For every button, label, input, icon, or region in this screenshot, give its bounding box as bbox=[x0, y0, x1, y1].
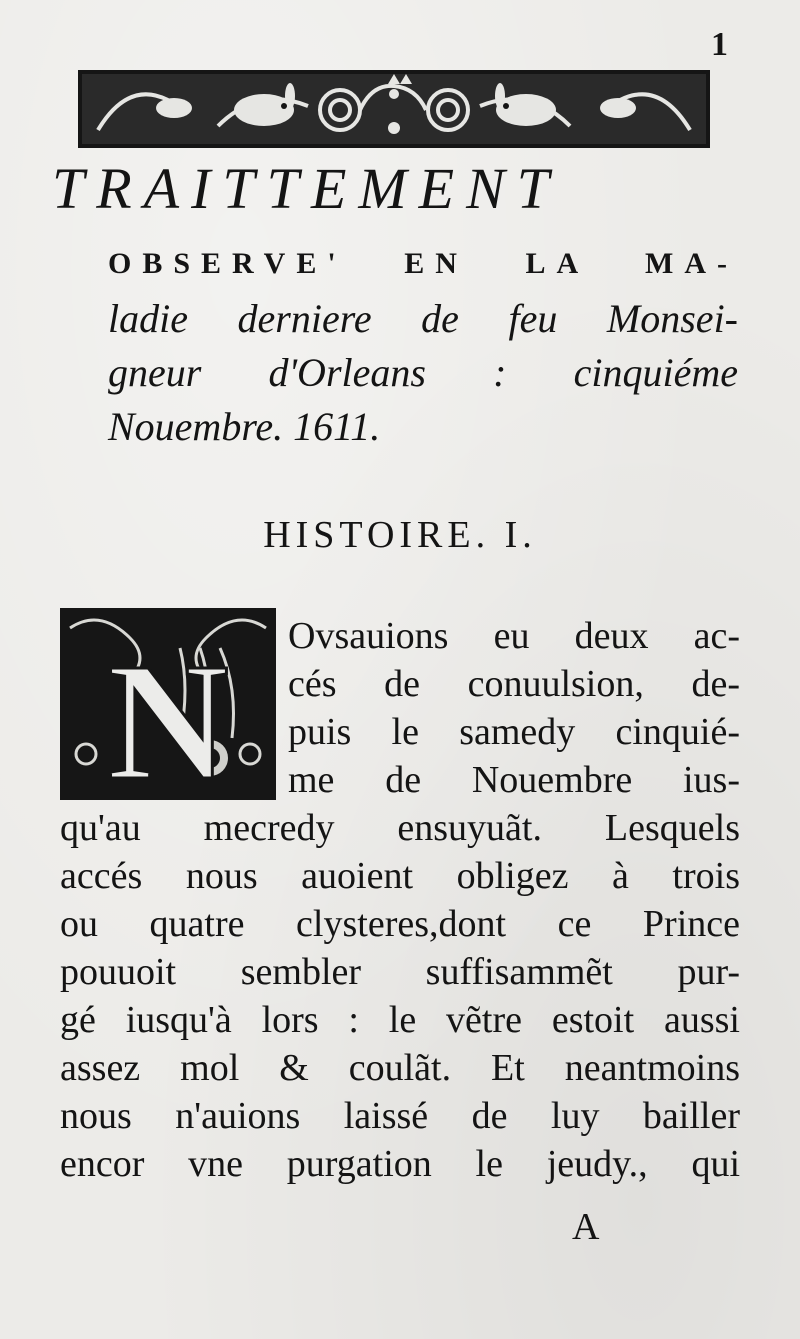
body-line: assez mol & coulãt. Et neantmoins bbox=[60, 1047, 740, 1089]
subtitle bbox=[108, 236, 738, 454]
body-line: nous n'auions laissé de luy bailler bbox=[60, 1095, 740, 1137]
body-line: ou quatre clysteres,dont ce Prince bbox=[60, 903, 740, 945]
body-line: qu'au mecredy ensuyuãt. Lesquels bbox=[60, 807, 740, 849]
body-text bbox=[60, 612, 740, 1188]
body-line: accés nous auoient obligez à trois bbox=[60, 855, 740, 897]
body-line: Ovsauions eu deux ac- bbox=[288, 615, 740, 657]
body-line: me de Nouembre ius- bbox=[288, 759, 740, 801]
body-line: gé iusqu'à lors : le vẽtre estoit aussi bbox=[60, 999, 740, 1041]
subtitle-caps-line: OBSERVE' EN LA MA- bbox=[108, 247, 738, 280]
body-line: encor vne purgation le jeudy., qui bbox=[60, 1143, 740, 1185]
title: TRAITTEMENT bbox=[52, 156, 562, 221]
section-heading: HISTOIRE. I. bbox=[263, 514, 537, 556]
subtitle-line: ladie derniere de feu Monsei- bbox=[108, 296, 738, 341]
signature-mark: A bbox=[572, 1206, 600, 1248]
ornamental-band-icon bbox=[78, 70, 710, 148]
body-line: pouuoit sembler suffisammẽt pur- bbox=[60, 951, 740, 993]
subtitle-line: gneur d'Orleans : cinquiéme bbox=[108, 350, 738, 395]
body-line: cés de conuulsion, de- bbox=[288, 663, 740, 705]
body-line: puis le samedy cinquié- bbox=[288, 711, 740, 753]
drop-cap-letter: N bbox=[107, 629, 229, 800]
page-number: 1 bbox=[711, 26, 728, 63]
subtitle-line: Nouembre. 1611. bbox=[108, 404, 381, 449]
